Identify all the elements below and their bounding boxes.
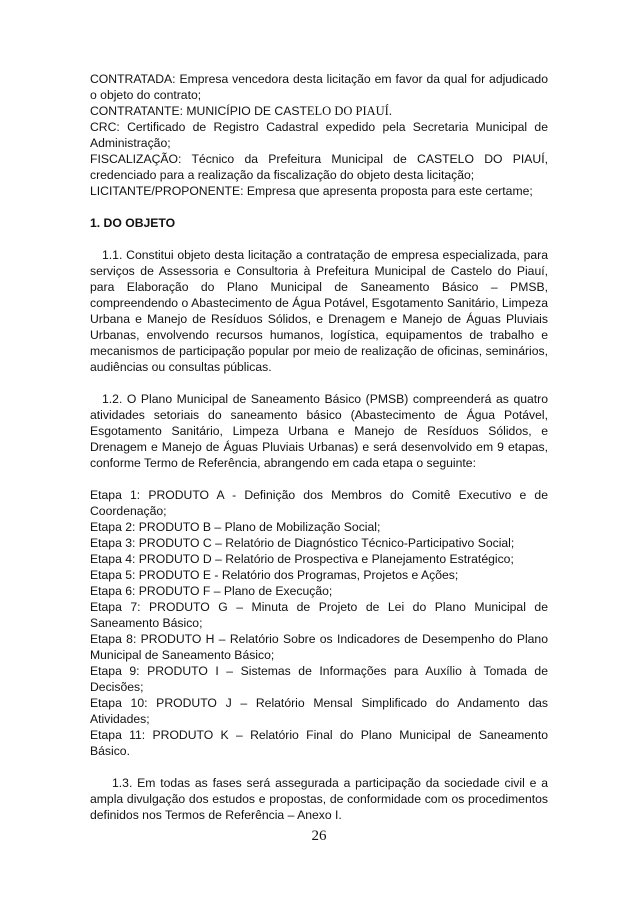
etapa-item: Etapa 8: PRODUTO H – Relatório Sobre os Indicadores de Desempenho do Plano Municipal de Saneamento Básico; [90,632,548,662]
etapa-item: Etapa 10: PRODUTO J – Relatório Mensal Simplificado do Andamento das Atividades; [90,696,548,726]
document-page [90,71,548,823]
paragraph-1-1: 1.1. Constitui objeto desta licitação a contratação de empresa especializada, para serviços de Assessoria e Consultoria à Prefeitura Municipal de Castelo do Piauí, para Elaboração do Plano Municipal de Saneamento Básico – PMSB, compreendendo o Abastecimento de Água Potável, Esgotamento Sanitário, Limpeza Urbana e Manejo de Resíduos Sólidos, e Drenagem e Manejo de Águas Pluviais Urbanas, envolvendo recursos humanos, logística, equipamentos de trabalho e mecanismos de participação popular por meio de realização de oficinas, seminários, audiências ou consultas públicas. [90,248,548,374]
etapa-item: Etapa 1: PRODUTO A - Definição dos Membros do Comitê Executivo e de Coordenação; [90,488,548,518]
definition-contratada: CONTRATADA: Empresa vencedora desta licitação em favor da qual for adjudicado o objeto do contrato; [90,72,548,102]
paragraph-1-3: 1.3. Em todas as fases será assegurada a participação da sociedade civil e a ampla divulgação dos estudos e propostas, de conformidade com os procedimentos definidos nos Termos de Referência – Anexo I. [90,776,548,822]
etapa-item: Etapa 6: PRODUTO F – Plano de Execução; [90,584,333,598]
definition-crc: CRC: Certificado de Registro Cadastral expedido pela Secretaria Municipal de Administração; [90,120,548,150]
paragraph-1-2: 1.2. O Plano Municipal de Saneamento Básico (PMSB) compreenderá as quatro atividades setoriais do saneamento básico (Abastecimento de Água Potável, Esgotamento Sanitário, Limpeza Urbana e Manejo de Resíduos Sólidos, e Drenagem e Manejo de Águas Pluviais Urbanas) e será desenvolvido em 9 etapas, conforme Termo de Referência, abrangendo em cada etapa o seguinte: [90,392,548,470]
definition-contratante [90,103,548,119]
etapa-item: Etapa 2: PRODUTO B – Plano de Mobilização Social; [90,520,381,534]
contratante-tail: ELO DO PIAUÍ. [306,104,392,118]
etapa-item: Etapa 3: PRODUTO C – Relatório de Diagnóstico Técnico-Participativo Social; [90,536,515,550]
etapa-item: Etapa 11: PRODUTO K – Relatório Final do Plano Municipal de Saneamento Básico. [90,728,548,758]
etapas-list [90,487,548,759]
etapa-item: Etapa 7: PRODUTO G – Minuta de Projeto de Lei do Plano Municipal de Saneamento Básico; [90,600,548,630]
etapa-item: Etapa 4: PRODUTO D – Relatório de Prospectiva e Planejamento Estratégico; [90,552,514,566]
etapa-item: Etapa 9: PRODUTO I – Sistemas de Informações para Auxílio à Tomada de Decisões; [90,664,548,694]
definition-fiscalizacao: FISCALIZAÇÃO: Técnico da Prefeitura Municipal de CASTELO DO PIAUÍ, credenciado para a realização da fiscalização do objeto desta licitação; [90,152,548,182]
etapa-item: Etapa 5: PRODUTO E - Relatório dos Programas, Projetos e Ações; [90,568,459,582]
page-number: 26 [311,828,327,844]
definition-licitante: LICITANTE/PROPONENTE: Empresa que apresenta proposta para este certame; [90,184,533,198]
section-heading: 1. DO OBJETO [90,216,176,230]
contratante-label: CONTRATANTE: MUNICÍPIO DE CAST [90,104,307,118]
